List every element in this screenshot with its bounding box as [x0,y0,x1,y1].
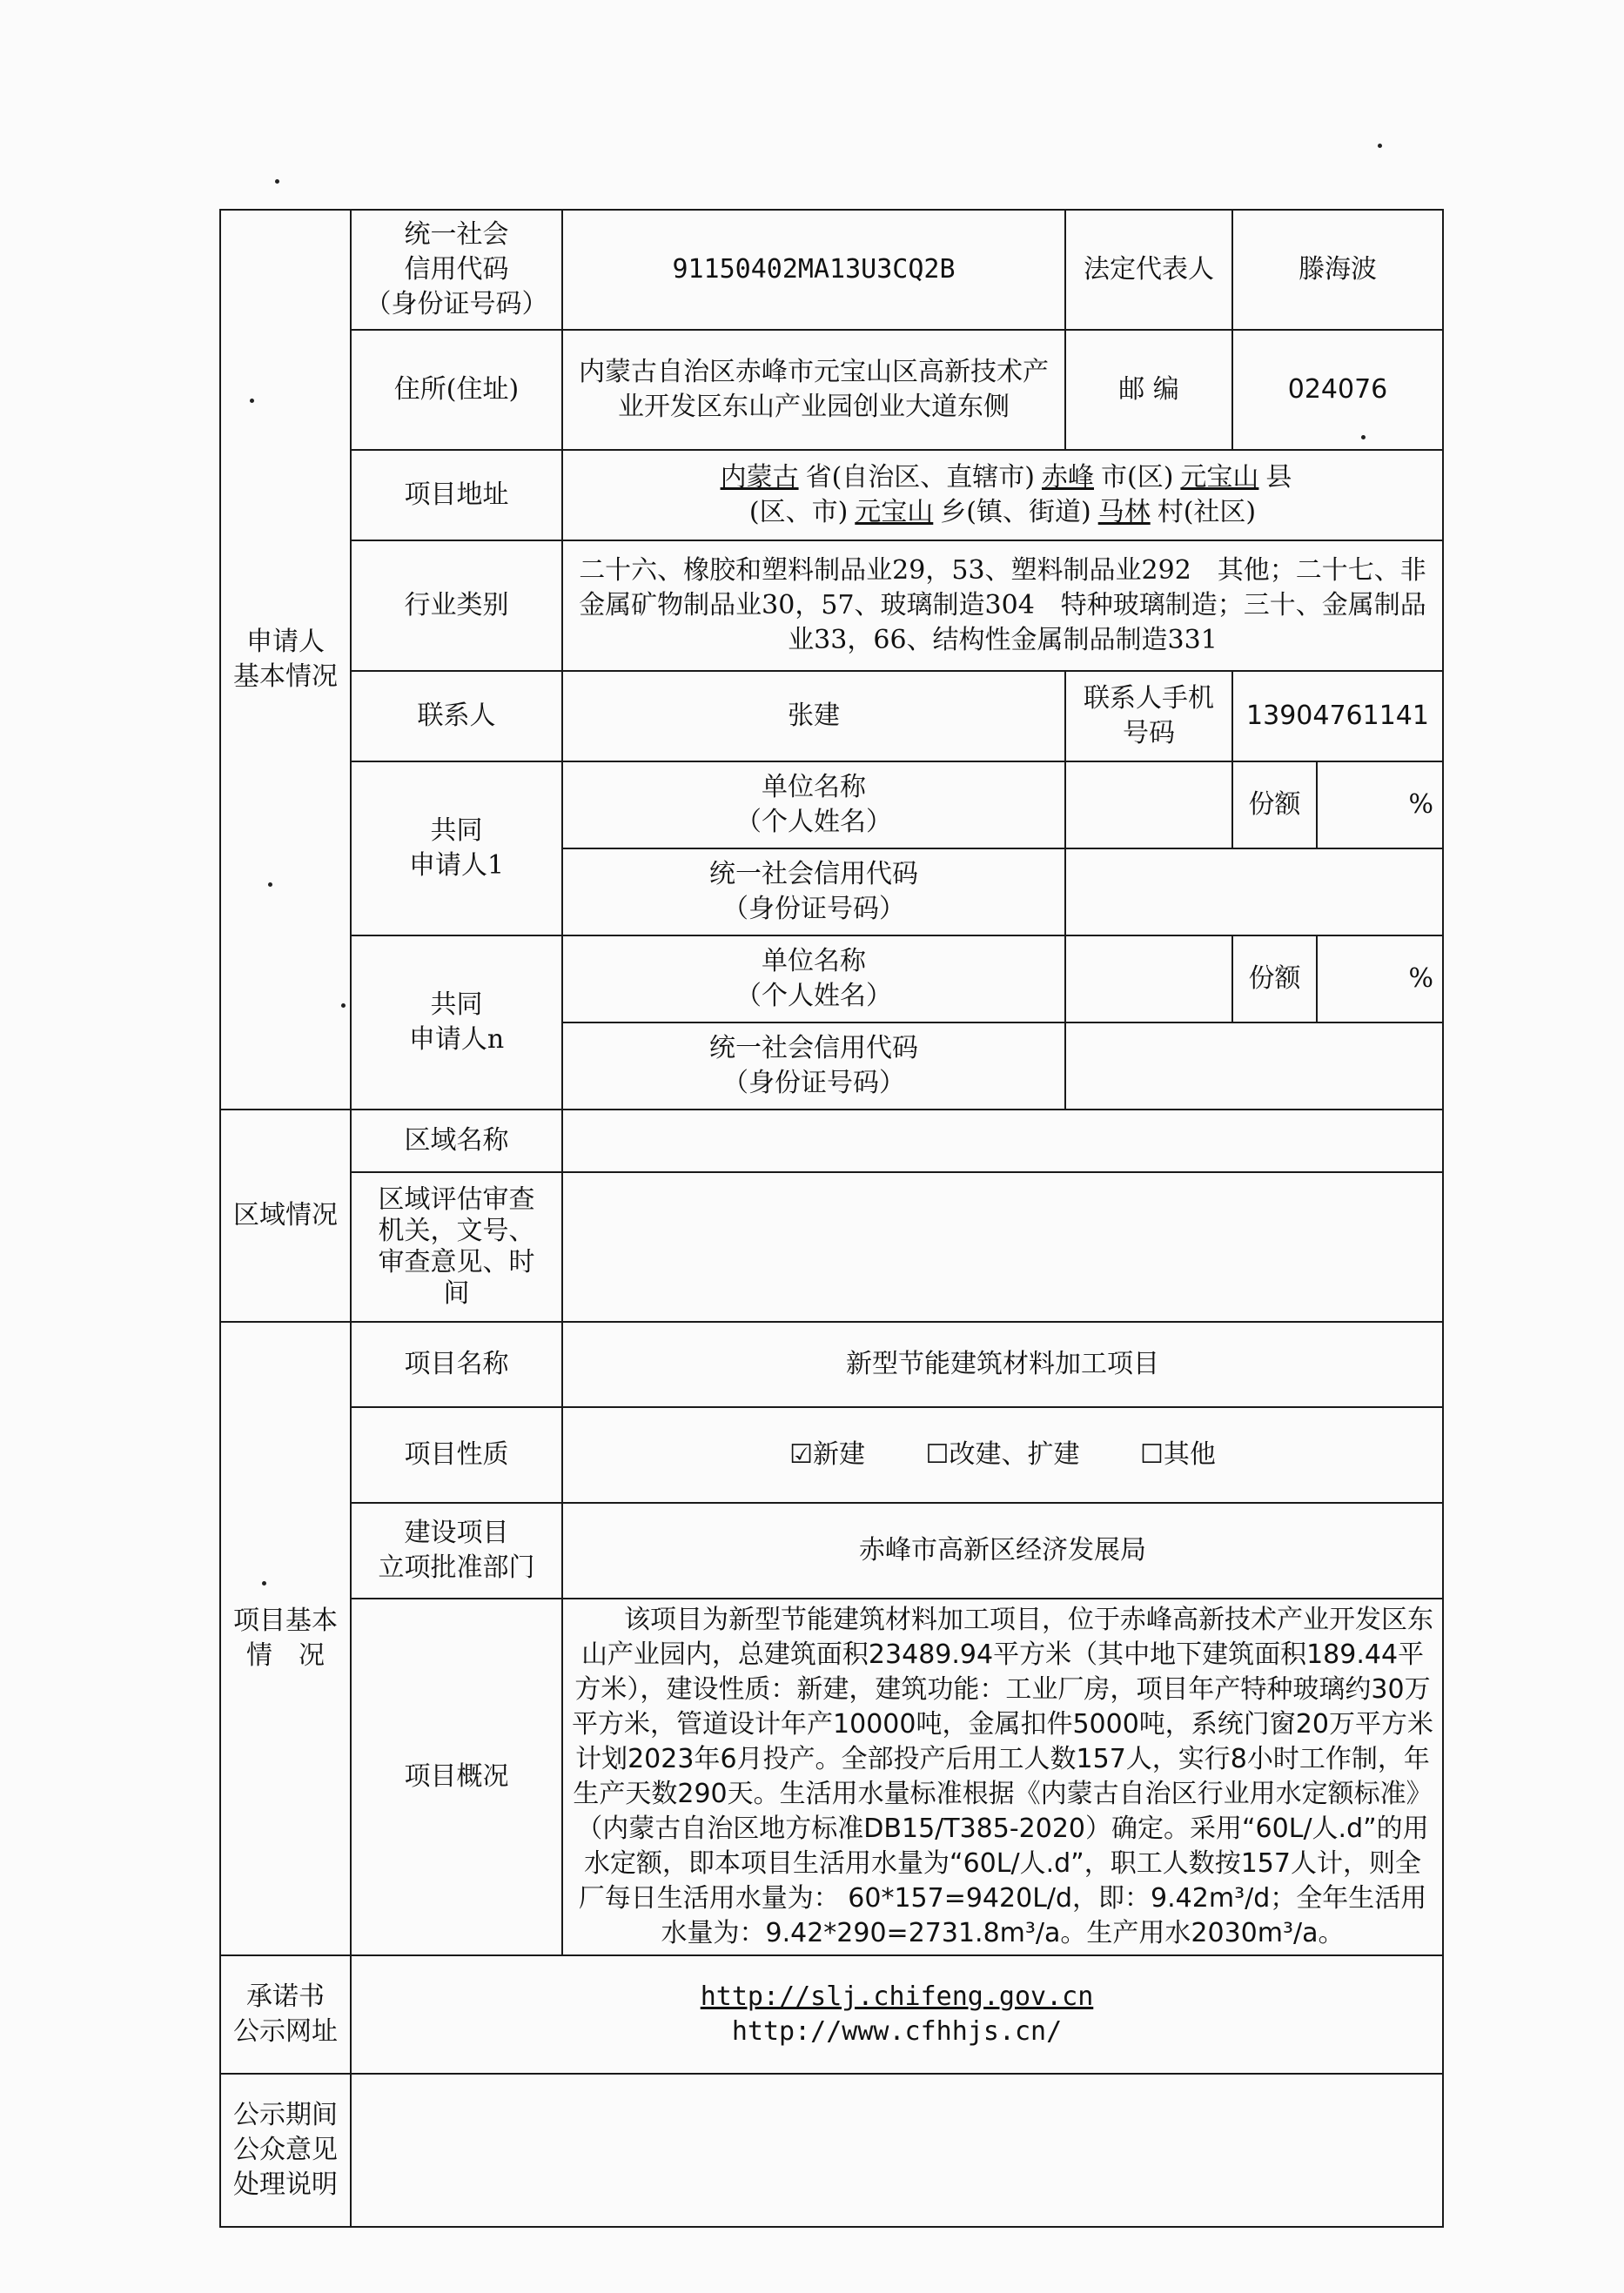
project-site-value [562,450,1443,540]
scan-speck [1378,144,1382,148]
project-section-label [220,1322,351,1955]
address-label: 住所(住址) [351,330,562,450]
credit-code-label-line1: 统一社会 [404,219,509,250]
town-suffix: 乡(镇、街道) [940,497,1091,527]
co-applicant-n-unit-label-line1: 单位名称 [762,946,866,976]
contact-label: 联系人 [351,671,562,761]
contact-value: 张建 [562,671,1065,761]
credit-code-label [351,210,562,330]
co-applicant-n-share-label: 份额 [1232,935,1317,1022]
commitment-url-1[interactable]: http://slj.chifeng.gov.cn [700,1981,1094,2012]
row-region-name [220,1110,1443,1172]
scan-speck [262,1581,266,1586]
project-site-line1 [572,460,1433,495]
publicity-value [351,2074,1443,2227]
applicant-section-label [220,210,351,1110]
approval-dept-label-line1: 建设项目 [404,1518,509,1548]
village-suffix: 村(社区) [1157,497,1257,527]
scan-speck [250,399,254,403]
co-applicant-n-label-line2: 申请人n [408,1024,505,1055]
scan-speck [275,179,279,184]
co-applicant-1-code-label-line2: （身份证号码） [722,894,905,924]
row-industry [220,540,1443,671]
region-review-label: 区域评估审查机关，文号、审查意见、时间 [351,1172,562,1322]
approval-dept-label [351,1503,562,1599]
city-value: 赤峰 [1042,462,1094,493]
scan-speck [341,1003,346,1008]
co-applicant-n-unit-label [562,935,1065,1022]
postcode-label: 邮 编 [1065,330,1232,450]
credit-code-value: 91150402MA13U3CQ2B [562,210,1065,330]
project-nature-label: 项目性质 [351,1407,562,1503]
project-overview-value: 该项目为新型节能建筑材料加工项目，位于赤峰高新技术产业开发区东山产业园内，总建筑面积23489.94平方米（其中地下建筑面积189.44平方米），建设性质：新建，建筑功能：工业厂房，项目年产特种玻璃约30万平方米，管道设计年产10000吨，金属扣件5000吨，系统门窗20万平方米计划2023年6月投产。全部投产后用工人数157人，实行8小时工作制，年生产天数290天。生活用水量标准根据《内蒙古自治区行业用水定额标准》（内蒙古自治区地方标准DB15/T385-2020）确定。采用“60L/人.d”的用水定额，即本项目生活用水量为“60L/人.d”，职工人数按157人计，则全厂每日生活用水量为： 60*157=9420L/d，即：9.42m³/d；全年生活用水量为：9.42*290=2731.8m³/a。生产用水2030m³/a。 [562,1599,1443,1955]
project-nature-options [562,1407,1443,1503]
co-applicant-1-code-label-line1: 统一社会信用代码 [709,859,918,889]
commitment-label-line1: 承诺书 [246,1981,325,2012]
project-section-label-line2: 情 况 [246,1640,325,1671]
industry-label: 行业类别 [351,540,562,671]
project-name-value: 新型节能建筑材料加工项目 [562,1322,1443,1407]
row-region-review [220,1172,1443,1322]
row-address [220,330,1443,450]
co-applicant-n-code-value [1065,1022,1443,1110]
contact-phone-label [1065,671,1232,761]
row-co-applicant-1-unit [220,761,1443,848]
co-applicant-n-label-line1: 共同 [430,989,483,1020]
commitment-urls [351,1955,1443,2074]
region-name-value [562,1110,1443,1172]
co-applicant-n-code-label [562,1022,1065,1110]
publicity-label-line2: 公众意见 [233,2135,338,2165]
nature-option-other[interactable]: ☐其他 [1140,1439,1216,1470]
publicity-label [220,2074,351,2227]
county-value: 元宝山 [1180,462,1259,493]
co-applicant-1-unit-value [1065,761,1232,848]
postcode-value: 024076 [1232,330,1443,450]
credit-code-label-line3: （身份证号码） [365,289,548,319]
co-applicant-n-share-unit: % [1317,935,1443,1022]
row-approval-dept [220,1503,1443,1599]
approval-dept-value: 赤峰市高新区经济发展局 [562,1503,1443,1599]
county-suffix: 县 [1265,462,1292,493]
legal-rep-label: 法定代表人 [1065,210,1232,330]
co-applicant-1-label [351,761,562,935]
co-applicant-1-unit-label-line1: 单位名称 [762,772,866,802]
region-name-label: 区域名称 [351,1110,562,1172]
scan-speck [268,882,272,887]
row-project-name [220,1322,1443,1407]
project-site-label: 项目地址 [351,450,562,540]
applicant-section-label-line1: 申请人 [246,627,325,657]
nature-option-new[interactable]: ☑新建 [789,1439,865,1470]
project-name-label: 项目名称 [351,1322,562,1407]
scan-speck [1361,435,1366,439]
co-applicant-n-label [351,935,562,1110]
project-section-label-line1: 项目基本 [233,1606,338,1636]
credit-code-label-line2: 信用代码 [404,254,509,285]
village-value: 马林 [1097,497,1151,527]
province-value: 内蒙古 [720,462,799,493]
county-suffix-2: (区、市) [748,497,849,527]
publicity-label-line1: 公示期间 [233,2100,338,2130]
region-section-label: 区域情况 [220,1110,351,1322]
row-project-nature [220,1407,1443,1503]
row-project-overview [220,1599,1443,1955]
province-suffix: 省(自治区、直辖市) [805,462,1035,493]
applicant-section-label-line2: 基本情况 [233,661,338,692]
region-review-value [562,1172,1443,1322]
row-project-site [220,450,1443,540]
co-applicant-n-unit-value [1065,935,1232,1022]
co-applicant-1-label-line1: 共同 [430,815,483,846]
contact-phone-value: 13904761141 [1232,671,1443,761]
co-applicant-1-unit-label-line2: （个人姓名） [735,807,892,837]
approval-dept-label-line2: 立项批准部门 [378,1552,535,1583]
legal-rep-value: 滕海波 [1232,210,1443,330]
contact-phone-label-line1: 联系人手机 [1084,683,1214,714]
row-co-applicant-n-unit [220,935,1443,1022]
application-form-table [219,209,1444,2228]
nature-option-rebuild[interactable]: ☐改建、扩建 [925,1439,1080,1470]
co-applicant-1-label-line2: 申请人1 [408,850,505,881]
co-applicant-n-unit-label-line2: （个人姓名） [735,981,892,1011]
city-suffix: 市(区) [1101,462,1174,493]
commitment-label [220,1955,351,2074]
commitment-url-2[interactable]: http://www.cfhhjs.cn/ [731,2016,1063,2047]
publicity-label-line3: 处理说明 [233,2169,338,2200]
row-credit-code [220,210,1443,330]
industry-value: 二十六、橡胶和塑料制品业29，53、塑料制品业292 其他；二十七、非金属矿物制品业30，57、玻璃制造304 特种玻璃制造；三十、金属制品业33，66、结构性金属制品制造331 [562,540,1443,671]
row-contact [220,671,1443,761]
co-applicant-1-code-label [562,848,1065,935]
row-commitment-url [220,1955,1443,2074]
contact-phone-label-line2: 号码 [1123,718,1175,748]
project-overview-label: 项目概况 [351,1599,562,1955]
co-applicant-n-code-label-line2: （身份证号码） [722,1068,905,1098]
co-applicant-1-code-value [1065,848,1443,935]
co-applicant-1-share-label: 份额 [1232,761,1317,848]
address-value: 内蒙古自治区赤峰市元宝山区高新技术产业开发区东山产业园创业大道东侧 [562,330,1065,450]
co-applicant-1-unit-label [562,761,1065,848]
commitment-label-line2: 公示网址 [233,2016,338,2047]
project-site-line2 [572,495,1433,530]
co-applicant-1-share-unit: % [1317,761,1443,848]
co-applicant-n-code-label-line1: 统一社会信用代码 [709,1033,918,1063]
row-publicity [220,2074,1443,2227]
town-value: 元宝山 [855,497,934,527]
